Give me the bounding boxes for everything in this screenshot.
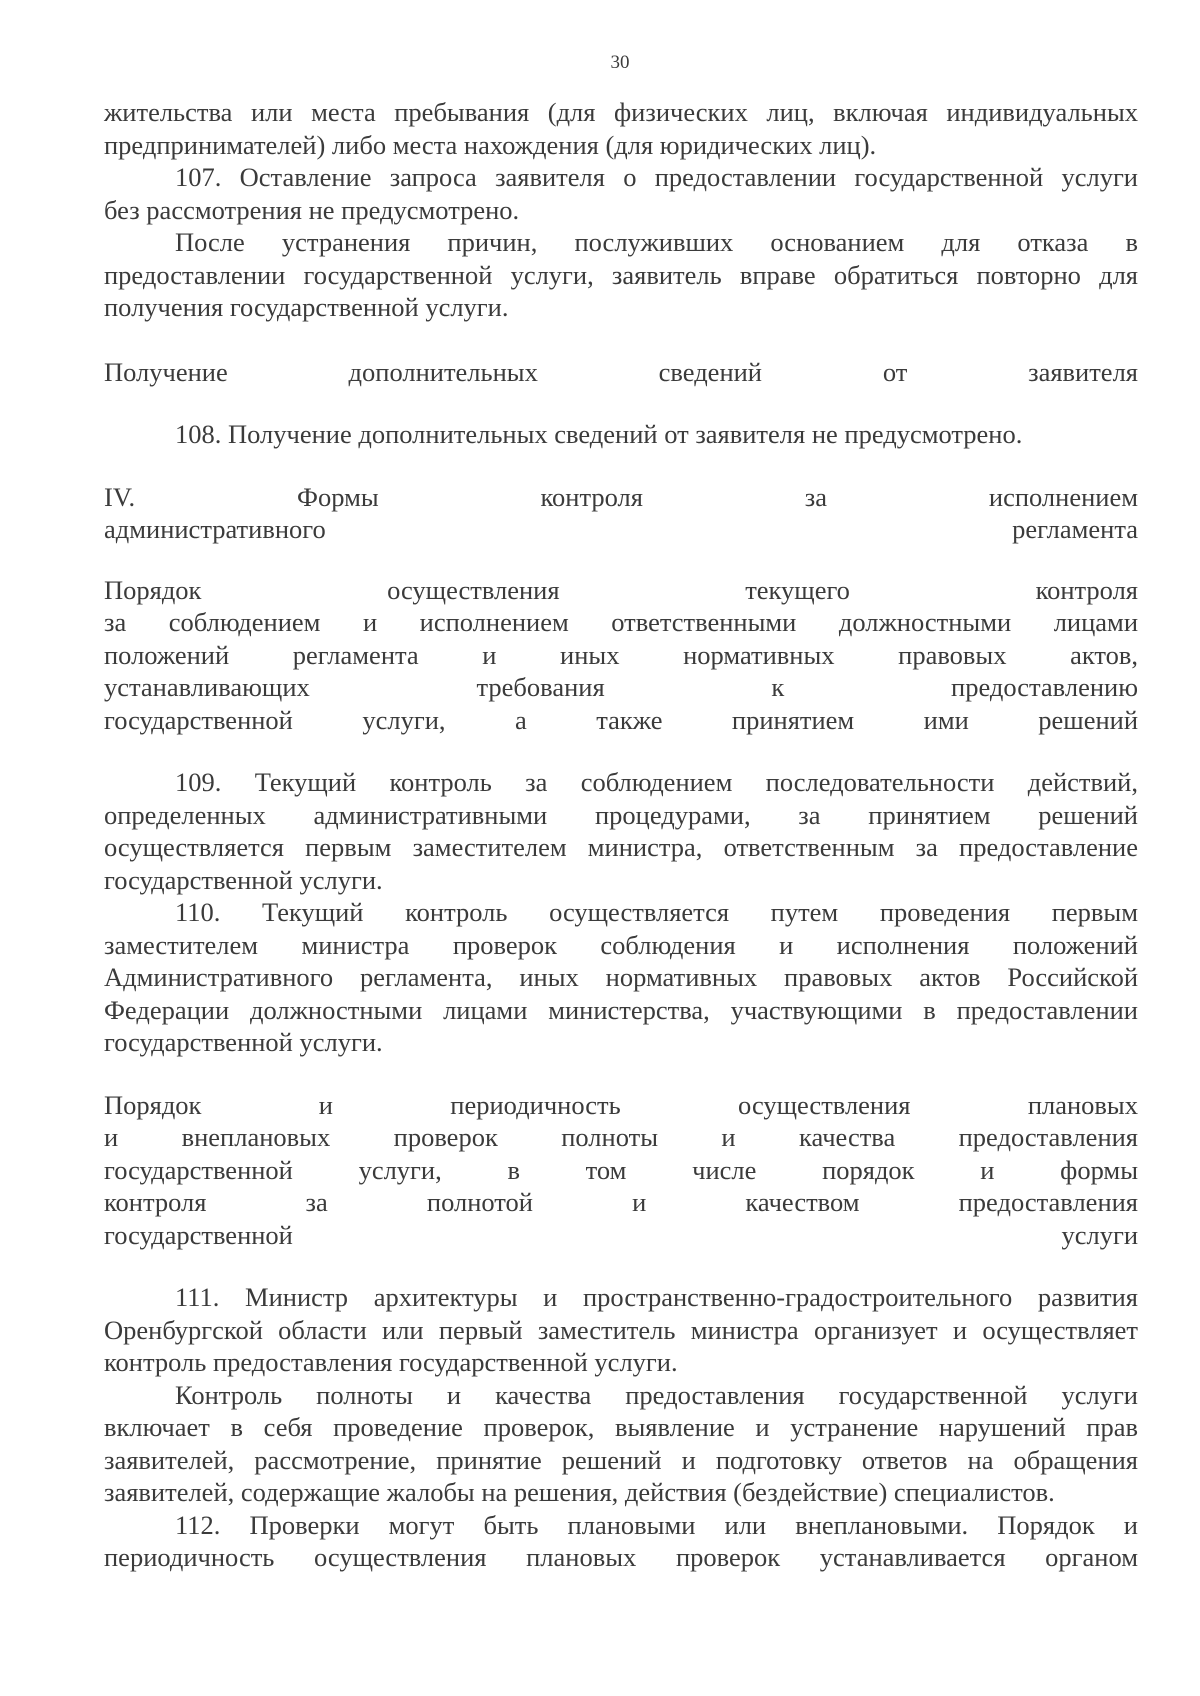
heading-line: IV. Формы контроля за исполнением [104,481,1138,512]
paragraph [104,1509,1138,1574]
text-line: заместителем министра проверок соблюдения и исполнения положений [104,929,1138,960]
text-line: заявителей, рассмотрение, принятие решений и подготовку ответов на обращения [104,1444,1138,1475]
text-line: контроль предоставления государственной услуги. [104,1347,678,1377]
text-line: 107. Оставление запроса заявителя о предоставлении государственной услуги [175,162,1138,192]
text-line: 111. Министр архитектуры и пространственно-градостроительного развития [175,1282,1138,1312]
paragraph [104,418,1138,451]
text-line: Контроль полноты и качества предоставления государственной услуги [175,1379,1138,1410]
heading-line: государственной услуги [104,1219,1138,1250]
heading-line: устанавливающих требования к предоставлению [104,672,1138,702]
text-line: После устранения причин, послуживших основанием для отказа в [175,227,1138,257]
paragraph [104,226,1138,324]
text-line: предпринимателей) либо места нахождения (для юридических лиц). [104,129,877,160]
text-line: периодичность осуществления плановых проверок устанавливается органом [104,1542,1138,1572]
text-line: государственной услуги. [104,1027,383,1057]
heading-line: за соблюдением и исполнением ответственными должностными лицами [104,607,1138,637]
section-heading [104,574,1138,737]
text-line: осуществляется первым заместителем министра, ответственным за предоставление [104,832,1138,862]
heading-line: государственной услуги, а также принятием ими решений [104,704,1138,735]
section-heading [104,356,1138,389]
heading-line: Порядок и периодичность осуществления плановых [104,1089,1138,1120]
paragraph [104,96,1138,161]
paragraph [104,161,1138,226]
section-heading [104,1089,1138,1252]
text-line: государственной услуги. [104,864,383,895]
text-line: 112. Проверки могут быть плановыми или внеплановыми. Порядок и [175,1509,1138,1540]
heading-line: государственной услуги, в том числе порядок и формы [104,1154,1138,1185]
text-line: определенных административными процедурами, за принятием решений [104,799,1138,830]
heading-line: Получение дополнительных сведений от заявителя [104,356,1138,387]
heading-line: положений регламента и иных нормативных правовых актов, [104,639,1138,670]
text-line: Административного регламента, иных нормативных правовых актов Российской [104,962,1138,992]
heading-line: контроля за полнотой и качеством предоставления [104,1187,1138,1217]
page-number: 30 [610,52,630,73]
heading-line: и внеплановых проверок полноты и качества предоставления [104,1122,1138,1152]
heading-line: административного регламента [104,514,1138,544]
paragraph [104,1281,1138,1379]
document-body [104,96,1138,1574]
heading-line: Порядок осуществления текущего контроля [104,574,1138,605]
section-heading [104,481,1138,546]
text-line: без рассмотрения не предусмотрено. [104,194,520,225]
paragraph [104,766,1138,896]
text-line: включает в себя проведение проверок, выявление и устранение нарушений прав [104,1412,1138,1442]
text-line: 110. Текущий контроль осуществляется путем проведения первым [175,897,1138,927]
text-line: предоставлении государственной услуги, заявитель вправе обратиться повторно для [104,259,1138,290]
paragraph [104,896,1138,1059]
text-line: 109. Текущий контроль за соблюдением последовательности действий, [175,767,1138,797]
text-line: Федерации должностными лицами министерства, участвующими в предоставлении [104,994,1138,1025]
text-line: Оренбургской области или первый заместитель министра организует и осуществляет [104,1314,1138,1345]
paragraph [104,1379,1138,1509]
text-line: получения государственной услуги. [104,292,509,322]
text-line: 108. Получение дополнительных сведений от заявителя не предусмотрено. [175,419,1023,449]
text-line: жительства или места пребывания (для физических лиц, включая индивидуальных [104,97,1138,127]
text-line: заявителей, содержащие жалобы на решения, действия (бездействие) специалистов. [104,1477,1055,1507]
